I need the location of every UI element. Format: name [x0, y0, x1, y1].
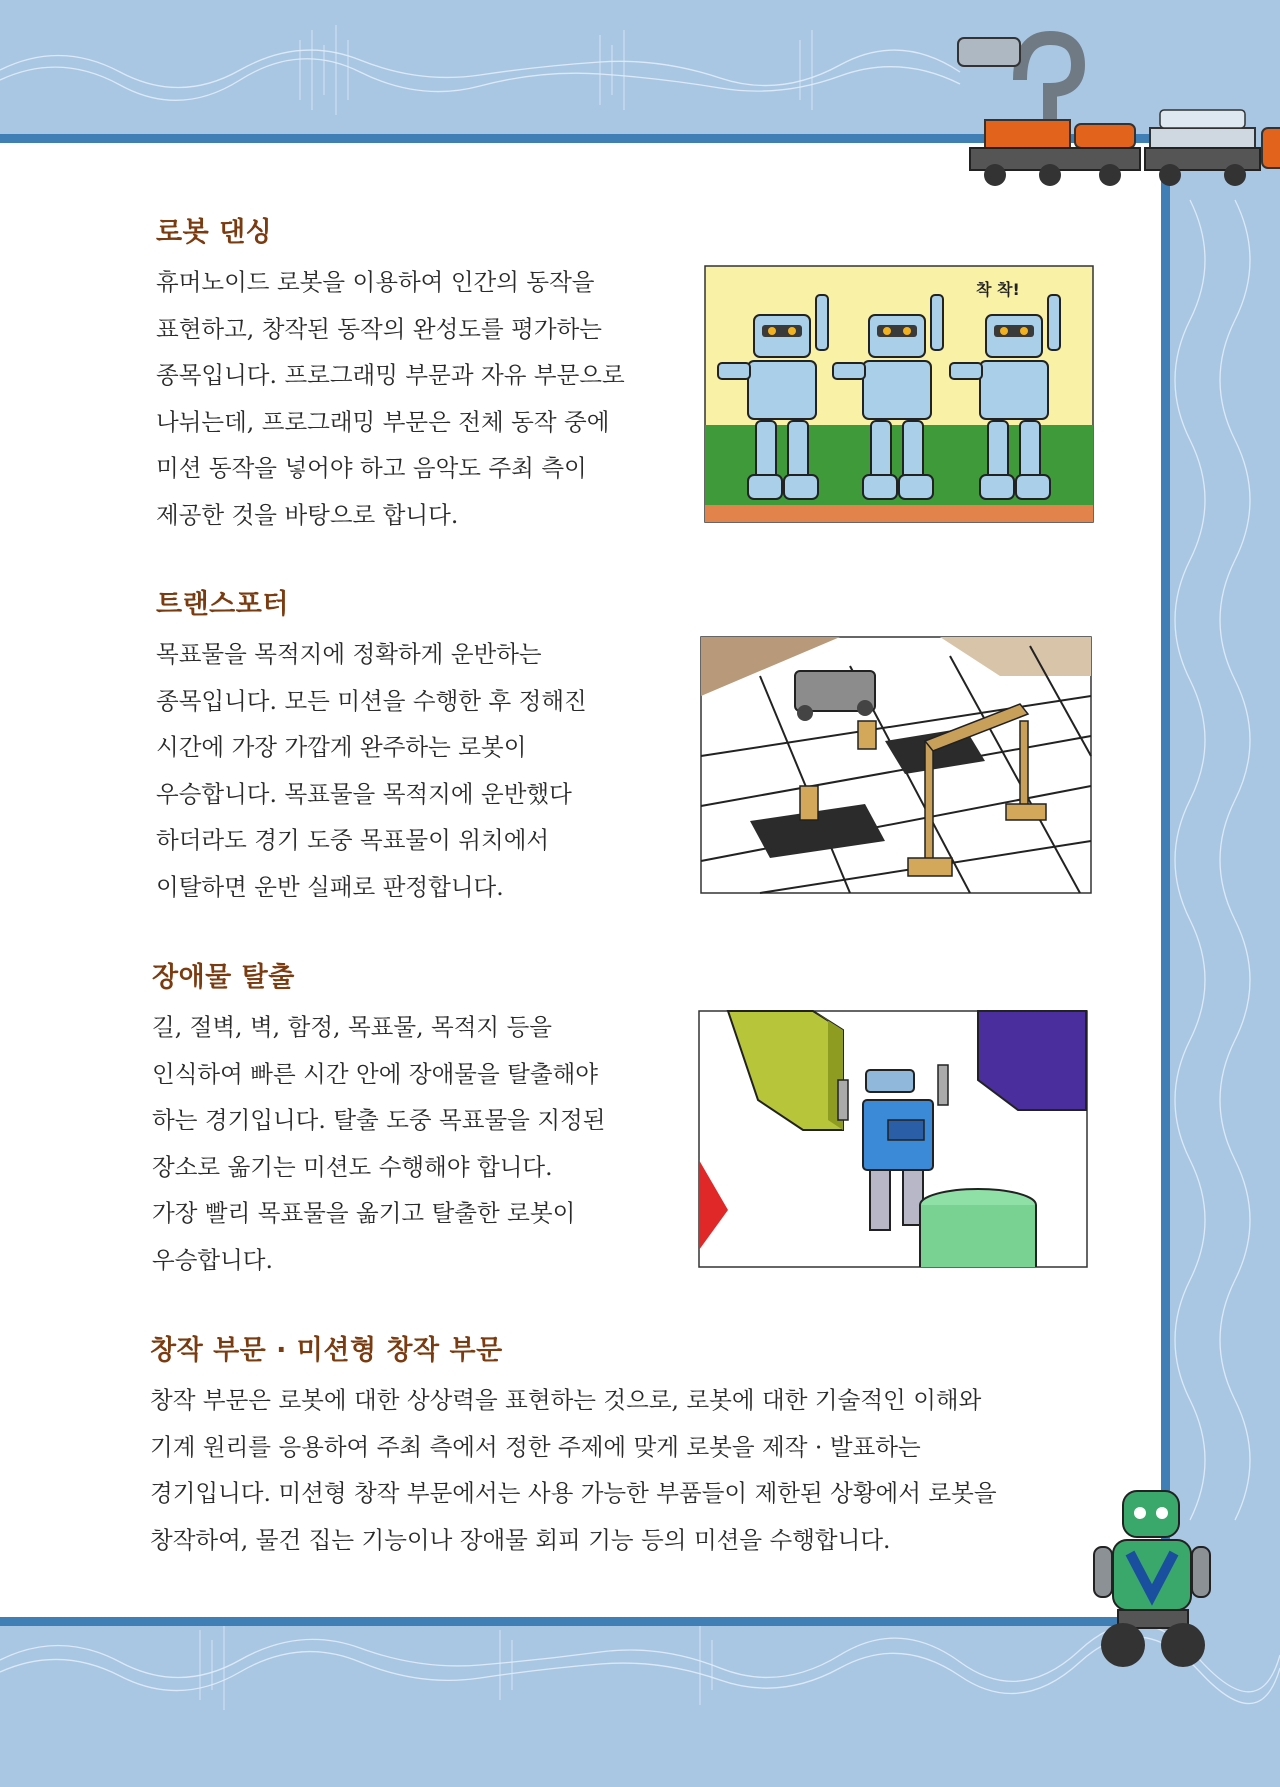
body-text-line: 기계 원리를 응용하여 주최 측에서 정한 주제에 맞게 로봇을 제작 · 발표하는	[150, 1432, 921, 1461]
body-text-line: 나뉘는데, 프로그래밍 부문은 전체 동작 중에	[156, 407, 610, 436]
body-text-line: 이탈하면 운반 실패로 판정합니다.	[156, 872, 504, 901]
body-text-line: 미션 동작을 넣어야 하고 음악도 주최 측이	[156, 454, 587, 482]
section-title: 로봇 댄싱	[156, 217, 273, 248]
section-robot-dancing	[156, 210, 676, 538]
transporter-illustration	[700, 636, 1092, 894]
body-text-line: 인식하여 빠른 시간 안에 장애물을 탈출해야	[152, 1059, 598, 1088]
section-title: 장애물 탈출	[152, 962, 295, 993]
section-obstacle-escape	[152, 955, 672, 1283]
body-text-line: 우승합니다.	[152, 1245, 273, 1274]
section-creative	[150, 1328, 1110, 1563]
body-text-line: 종목입니다. 모든 미션을 수행한 후 정해진	[156, 686, 587, 715]
section-title: 창작 부문 · 미션형 창작 부문	[150, 1335, 503, 1366]
body-text-line: 하더라도 경기 도중 목표물이 위치에서	[156, 826, 550, 854]
body-text-line: 목표물을 목적지에 정확하게 운반하는	[156, 640, 542, 668]
body-text-line: 경기입니다. 미션형 창작 부문에서는 사용 가능한 부품들이 제한된 상황에서 로봇을	[150, 1479, 997, 1507]
body-text-line: 표현하고, 창작된 동작의 완성도를 평가하는	[156, 314, 602, 343]
illustration-caption: 착 착!	[976, 280, 1020, 299]
body-text-line: 종목입니다. 프로그래밍 부문과 자유 부문으로	[156, 361, 625, 389]
body-text-line: 제공한 것을 바탕으로 합니다.	[156, 500, 459, 529]
section-transporter	[156, 582, 676, 910]
body-text-line: 하는 경기입니다. 탈출 도중 목표물을 지정된	[152, 1106, 606, 1134]
body-text-line: 장소로 옮기는 미션도 수행해야 합니다.	[152, 1152, 553, 1181]
body-text-line: 길, 절벽, 벽, 함정, 목표물, 목적지 등을	[152, 1013, 552, 1041]
robot-dancing-illustration	[704, 265, 1094, 523]
body-text-line: 창작하여, 물건 집는 기능이나 장애물 회피 기능 등의 미션을 수행합니다.	[150, 1525, 891, 1554]
body-text-line: 시간에 가장 가깝게 완주하는 로봇이	[156, 733, 527, 761]
obstacle-escape-illustration	[698, 1010, 1088, 1268]
body-text-line: 휴머노이드 로봇을 이용하여 인간의 동작을	[156, 268, 595, 296]
body-text-line: 우승합니다. 목표물을 목적지에 운반했다	[156, 779, 572, 808]
body-text-line: 창작 부문은 로봇에 대한 상상력을 표현하는 것으로, 로봇에 대한 기술적인 이해와	[150, 1386, 982, 1414]
body-text-line: 가장 빨리 목표물을 옮기고 탈출한 로봇이	[152, 1199, 576, 1227]
robot-train-icon	[950, 20, 1280, 195]
v-robot-icon	[1088, 1485, 1218, 1675]
section-title: 트랜스포터	[156, 589, 289, 620]
